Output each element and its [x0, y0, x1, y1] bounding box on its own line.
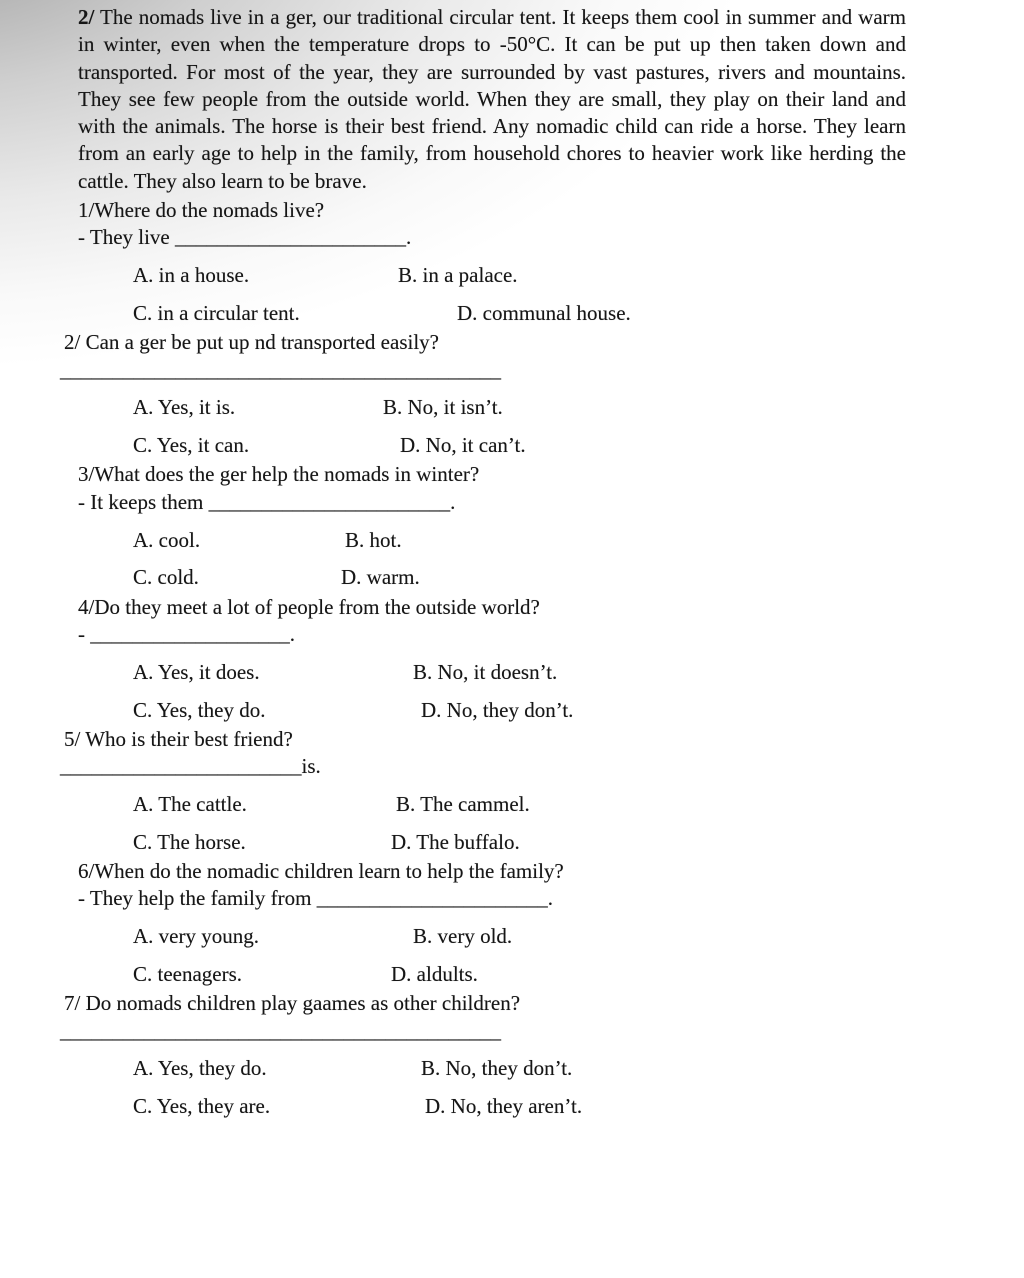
passage-number: 2/	[78, 5, 95, 29]
option-row	[133, 432, 1024, 459]
question-block-7	[0, 990, 1024, 1120]
question-block-2	[0, 329, 1024, 459]
option-row	[133, 791, 1024, 818]
option-c: C. Yes, they do.	[133, 697, 266, 722]
option-a: A. very young.	[133, 924, 259, 949]
option-d: D. No, it can’t.	[400, 433, 526, 458]
option-row	[133, 1055, 1024, 1082]
answer-stub: - They live ______________________.	[78, 225, 412, 250]
question-prompt: 5/ Who is their best friend?	[64, 726, 293, 751]
passage-text: The nomads live in a ger, our traditional circular tent. It keeps them cool in summer and warm in winter, even when the temperature drops to -50°C. It can be put up then taken down and transported. For most of the year, they are surrounded by vast pastures, rivers and mountains. They see few people from the outside world. When they are small, they play on their land and with the animals. The horse is their best friend. Any nomadic child can ride a horse. They learn from an early age to help in the family, from household chores to heavier work like herding the cattle. They also learn to be brave.	[78, 5, 906, 193]
option-row	[133, 829, 1024, 856]
option-d: D. No, they aren’t.	[425, 1094, 583, 1119]
answer-stub: - They help the family from ______________________.	[78, 886, 553, 911]
question-prompt: 7/ Do nomads children play gaames as other children?	[64, 991, 521, 1016]
answer-stub: - It keeps them _______________________.	[78, 489, 456, 514]
option-row	[133, 1093, 1024, 1120]
option-c: C. Yes, they are.	[133, 1094, 271, 1119]
option-a: A. cool.	[133, 527, 201, 552]
question-prompt: 1/Where do the nomads live?	[78, 198, 325, 223]
answer-blank-line: __________________________________________	[60, 357, 501, 382]
option-b: B. hot.	[345, 527, 402, 552]
option-row	[133, 262, 1024, 289]
option-d: D. No, they don’t.	[421, 697, 574, 722]
option-b: B. in a palace.	[398, 263, 518, 288]
option-a: A. Yes, it does.	[133, 659, 260, 684]
option-c: C. The horse.	[133, 829, 246, 854]
option-row	[133, 697, 1024, 724]
option-c: C. Yes, it can.	[133, 433, 250, 458]
option-d: D. aldults.	[391, 961, 478, 986]
option-b: B. No, it doesn’t.	[413, 659, 558, 684]
option-row	[133, 923, 1024, 950]
question-block-3	[0, 461, 1024, 591]
answer-blank-line: __________________________________________	[60, 1018, 501, 1043]
option-d: D. The buffalo.	[391, 829, 520, 854]
option-row	[133, 394, 1024, 421]
option-c: C. teenagers.	[133, 961, 243, 986]
question-block-5	[0, 726, 1024, 856]
option-a: A. in a house.	[133, 263, 250, 288]
question-prompt: 3/What does the ger help the nomads in winter?	[78, 462, 480, 487]
option-b: B. No, they don’t.	[421, 1056, 573, 1081]
option-b: B. No, it isn’t.	[383, 395, 503, 420]
option-b: B. The cammel.	[396, 791, 530, 816]
option-row	[133, 961, 1024, 988]
answer-stub: - ___________________.	[78, 621, 295, 646]
passage	[78, 4, 906, 195]
option-c: C. cold.	[133, 565, 199, 590]
option-c: C. in a circular tent.	[133, 300, 300, 325]
answer-stub: _______________________is.	[60, 754, 321, 779]
question-prompt: 2/ Can a ger be put up nd transported easily?	[64, 330, 439, 355]
option-row	[133, 527, 1024, 554]
option-a: A. Yes, they do.	[133, 1056, 267, 1081]
question-block-4	[0, 594, 1024, 724]
option-row	[133, 564, 1024, 591]
option-d: D. communal house.	[457, 300, 631, 325]
option-a: A. Yes, it is.	[133, 395, 236, 420]
option-d: D. warm.	[341, 565, 420, 590]
question-prompt: 6/When do the nomadic children learn to help the family?	[78, 859, 564, 884]
option-row	[133, 300, 1024, 327]
question-block-1	[0, 197, 1024, 327]
option-row	[133, 659, 1024, 686]
question-block-6	[0, 858, 1024, 988]
option-a: A. The cattle.	[133, 791, 247, 816]
option-b: B. very old.	[413, 924, 513, 949]
question-prompt: 4/Do they meet a lot of people from the outside world?	[78, 594, 540, 619]
